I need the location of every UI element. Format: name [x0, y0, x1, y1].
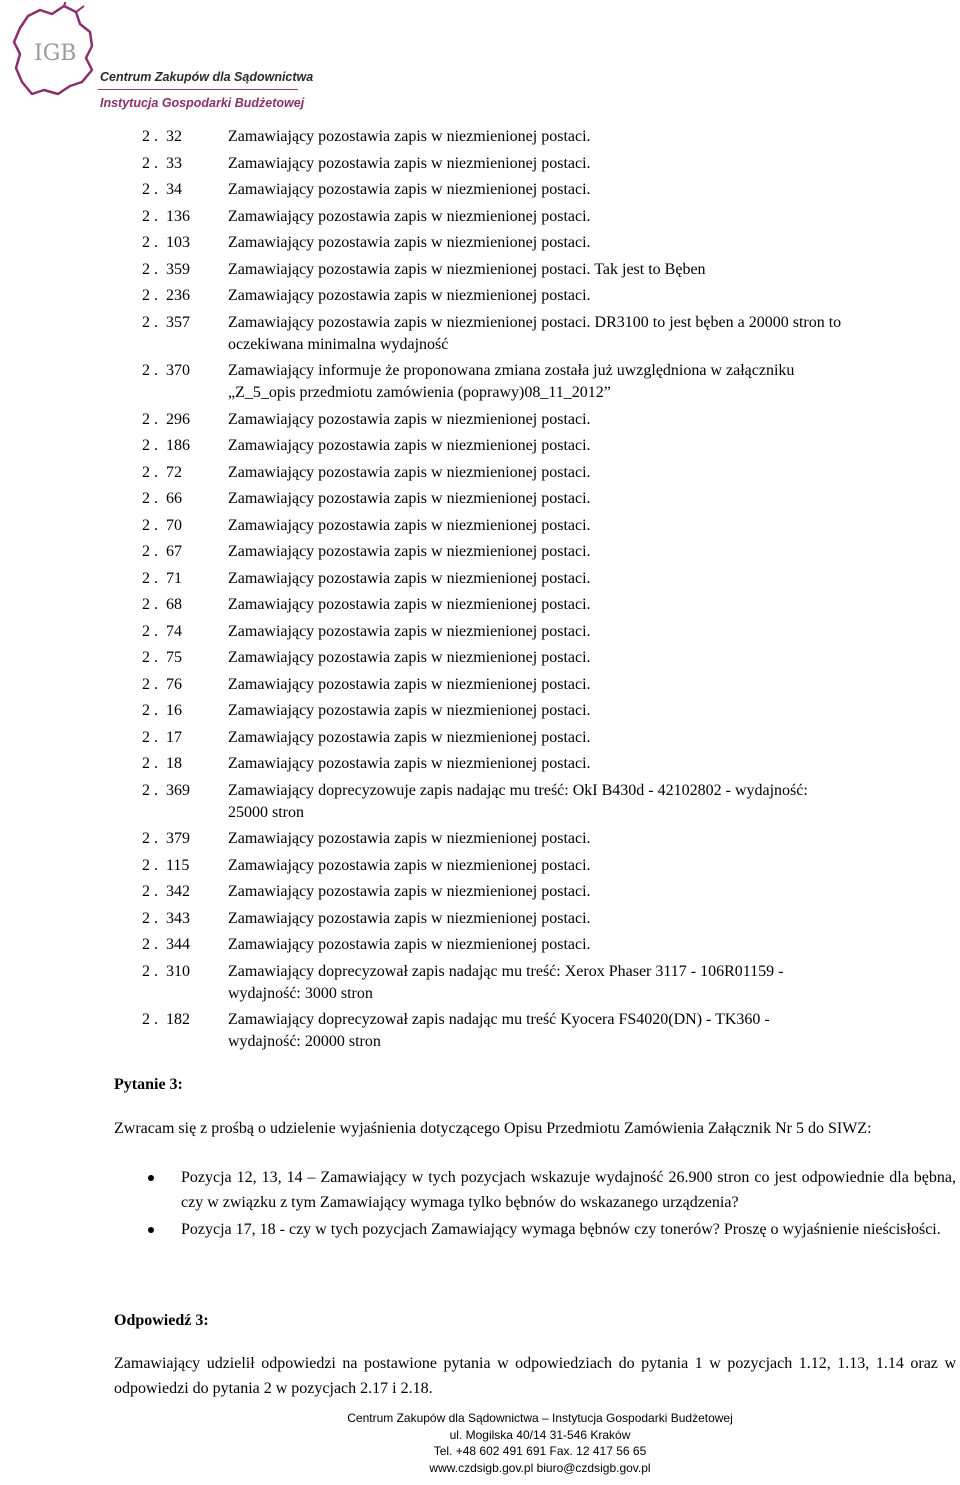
- footer-address: ul. Mogilska 40/14 31-546 Kraków: [449, 1427, 631, 1442]
- entry-text: Zamawiający pozostawia zapis w niezmienionej postaci.: [228, 649, 591, 666]
- entry-number: 2 . 359: [142, 260, 190, 278]
- entry-text: Zamawiający pozostawia zapis w niezmienionej postaci.: [228, 463, 591, 481]
- entry-number: 2 . 296: [142, 410, 190, 428]
- entry-text: Zamawiający pozostawia zapis w niezmienionej postaci.: [228, 543, 591, 560]
- entry-row: [142, 674, 842, 696]
- entry-text: Zamawiający pozostawia zapis w niezmienionej postaci.: [228, 936, 591, 953]
- entry-number: 2 . 236: [142, 287, 190, 304]
- bullet-icon: [148, 1175, 154, 1181]
- entry-number: 2 . 71: [142, 569, 182, 587]
- question-bullet-list: [140, 1165, 956, 1244]
- entry-row: [142, 285, 842, 307]
- answer-heading: Odpowiedź 3:: [114, 1312, 209, 1329]
- entry-text: Zamawiający pozostawia zapis w niezmienionej postaci.: [228, 128, 591, 145]
- entry-number: 2 . 182: [142, 1011, 190, 1028]
- entry-row: [142, 312, 842, 356]
- question-bullet-item: Pozycja 17, 18 - czy w tych pozycjach Zamawiający wymaga bębnów czy tonerów? Proszę o wyjaśnienie nieścisłości.: [140, 1217, 956, 1242]
- page-footer: [300, 1410, 780, 1476]
- logo-letters: IGB: [34, 41, 77, 66]
- entry-row: [142, 855, 842, 877]
- entry-number: 2 . 68: [142, 596, 182, 613]
- entry-row: [142, 409, 842, 431]
- entry-text: Zamawiający pozostawia zapis w niezmienionej postaci.: [228, 883, 591, 900]
- entry-number: 2 . 74: [142, 622, 182, 640]
- entry-text: Zamawiający informuje że proponowana zmiana została już uwzględniona w załączniku „Z_5_opis przedmiotu zamówienia (poprawy)08_11_2012”: [228, 362, 795, 401]
- entry-text: Zamawiający pozostawia zapis w niezmienionej postaci.: [228, 856, 591, 874]
- entry-text: Zamawiający pozostawia zapis w niezmienionej postaci.: [228, 410, 591, 428]
- entry-number: 2 . 357: [142, 313, 190, 331]
- entry-number: 2 . 67: [142, 543, 182, 560]
- entry-row: [142, 360, 842, 404]
- entry-row: [142, 515, 842, 537]
- entry-row: [142, 647, 842, 669]
- entry-number: 2 . 310: [142, 962, 190, 980]
- entry-text: Zamawiający pozostawia zapis w niezmienionej postaci.: [228, 490, 591, 507]
- entry-text: Zamawiający pozostawia zapis w niezmienionej postaci. DR3100 to jest bęben a 20000 stron to oczekiwana minimalna wydajność: [228, 313, 842, 353]
- question-bullet-item: Pozycja 12, 13, 14 – Zamawiający w tych pozycjach wskazuje wydajność 26.900 stron co jest odpowiednie dla bębna, czy w związku z tym Zamawiający wymaga tylko bębnów do wskazanego urządzenia?: [140, 1165, 956, 1215]
- entry-number: 2 . 344: [142, 936, 190, 953]
- entry-text: Zamawiający pozostawia zapis w niezmienionej postaci.: [228, 755, 591, 772]
- footer-web: www.czdsigb.gov.pl biuro@czdsigb.gov.pl: [429, 1460, 651, 1475]
- entry-row: [142, 435, 842, 457]
- entry-text: Zamawiający doprecyzowuje zapis nadając mu treść: OkI B430d - 42102802 - wydajność: 25000 stron: [228, 781, 808, 821]
- entry-number: 2 . 16: [142, 702, 182, 719]
- entry-row: [142, 753, 842, 775]
- entry-number: 2 . 33: [142, 154, 182, 172]
- entry-row: [142, 541, 842, 563]
- footer-org: Centrum Zakupów dla Sądownictwa – Instytucja Gospodarki Budżetowej: [347, 1411, 733, 1425]
- entry-row: [142, 881, 842, 903]
- bullet-icon: [148, 1227, 154, 1233]
- entry-row: [142, 828, 842, 850]
- entry-row: [142, 232, 842, 254]
- entry-number: 2 . 70: [142, 516, 182, 534]
- entry-number: 2 . 66: [142, 490, 182, 507]
- entry-row: [142, 462, 842, 484]
- entry-text: Zamawiający pozostawia zapis w niezmienionej postaci.: [228, 909, 591, 927]
- entry-text: Zamawiający pozostawia zapis w niezmienionej postaci.: [228, 181, 591, 198]
- entry-row: [142, 934, 842, 956]
- entry-row: [142, 594, 842, 616]
- entry-text: Zamawiający pozostawia zapis w niezmienionej postaci.: [228, 622, 591, 640]
- entry-row: [142, 179, 842, 201]
- entry-number: 2 . 342: [142, 883, 190, 900]
- entry-row: [142, 1009, 842, 1053]
- answer-entries-list: [142, 126, 842, 1058]
- entry-number: 2 . 103: [142, 234, 190, 251]
- entry-row: [142, 621, 842, 643]
- org-subtitle: Instytucja Gospodarki Budżetowej: [100, 96, 305, 110]
- footer-phone: Tel. +48 602 491 691 Fax. 12 417 56 65: [433, 1444, 647, 1458]
- entry-row: [142, 153, 842, 175]
- logo-divider: [98, 89, 298, 90]
- entry-row: [142, 908, 842, 930]
- entry-row: [142, 488, 842, 510]
- question-heading: Pytanie 3:: [114, 1076, 183, 1093]
- entry-number: 2 . 72: [142, 463, 182, 481]
- entry-text: Zamawiający pozostawia zapis w niezmienionej postaci.: [228, 287, 591, 304]
- entry-number: 2 . 370: [142, 362, 190, 379]
- entry-text: Zamawiający pozostawia zapis w niezmienionej postaci.: [228, 675, 591, 693]
- entry-number: 2 . 34: [142, 181, 182, 198]
- entry-row: [142, 780, 842, 824]
- entry-row: [142, 700, 842, 722]
- entry-text: Zamawiający pozostawia zapis w niezmienionej postaci.: [228, 516, 591, 534]
- entry-text: Zamawiający pozostawia zapis w niezmienionej postaci.: [228, 728, 591, 746]
- entry-text: Zamawiający pozostawia zapis w niezmienionej postaci.: [228, 234, 591, 251]
- org-name: Centrum Zakupów dla Sądownictwa: [100, 70, 314, 84]
- entry-row: [142, 126, 842, 148]
- entry-row: [142, 206, 842, 228]
- entry-number: 2 . 186: [142, 437, 190, 454]
- entry-number: 2 . 76: [142, 675, 182, 693]
- entry-number: 2 . 379: [142, 830, 190, 847]
- entry-number: 2 . 136: [142, 207, 190, 225]
- entry-row: [142, 568, 842, 590]
- entry-text: Zamawiający pozostawia zapis w niezmienionej postaci.: [228, 702, 591, 719]
- question-intro: Zwracam się z prośbą o udzielenie wyjaśnienia dotyczącego Opisu Przedmiotu Zamówienia Załącznik Nr 5 do SIWZ:: [114, 1120, 872, 1137]
- entry-text: Zamawiający pozostawia zapis w niezmienionej postaci. Tak jest to Bęben: [228, 260, 706, 278]
- entry-number: 2 . 18: [142, 755, 182, 772]
- entry-number: 2 . 115: [142, 856, 190, 874]
- entry-row: [142, 727, 842, 749]
- header-logo: [6, 2, 314, 114]
- entry-text: Zamawiający doprecyzował zapis nadając mu treść Kyocera FS4020(DN) - TK360 - wydajność: 20000 stron: [228, 1011, 770, 1050]
- entry-number: 2 . 369: [142, 781, 190, 799]
- entry-text: Zamawiający pozostawia zapis w niezmienionej postaci.: [228, 207, 591, 225]
- answer-text: Zamawiający udzielił odpowiedzi na postawione pytania w odpowiedziach do pytania 1 w pozycjach 1.12, 1.13, 1.14 oraz w odpowiedzi do pytania 2 w pozycjach 2.17 i 2.18.: [114, 1355, 956, 1397]
- entry-text: Zamawiający pozostawia zapis w niezmienionej postaci.: [228, 569, 591, 587]
- entry-number: 2 . 32: [142, 128, 182, 145]
- entry-text: Zamawiający pozostawia zapis w niezmienionej postaci.: [228, 830, 591, 847]
- poland-map-logo-icon: [6, 2, 106, 102]
- entry-number: 2 . 75: [142, 649, 182, 666]
- entry-text: Zamawiający pozostawia zapis w niezmienionej postaci.: [228, 596, 591, 613]
- entry-number: 2 . 17: [142, 728, 182, 746]
- entry-text: Zamawiający pozostawia zapis w niezmienionej postaci.: [228, 437, 591, 454]
- entry-number: 2 . 343: [142, 909, 190, 927]
- entry-text: Zamawiający doprecyzował zapis nadając mu treść: Xerox Phaser 3117 - 106R01159 - wydajność: 3000 stron: [228, 962, 784, 1002]
- entry-text: Zamawiający pozostawia zapis w niezmienionej postaci.: [228, 154, 591, 172]
- entry-row: [142, 259, 842, 281]
- entry-row: [142, 961, 842, 1005]
